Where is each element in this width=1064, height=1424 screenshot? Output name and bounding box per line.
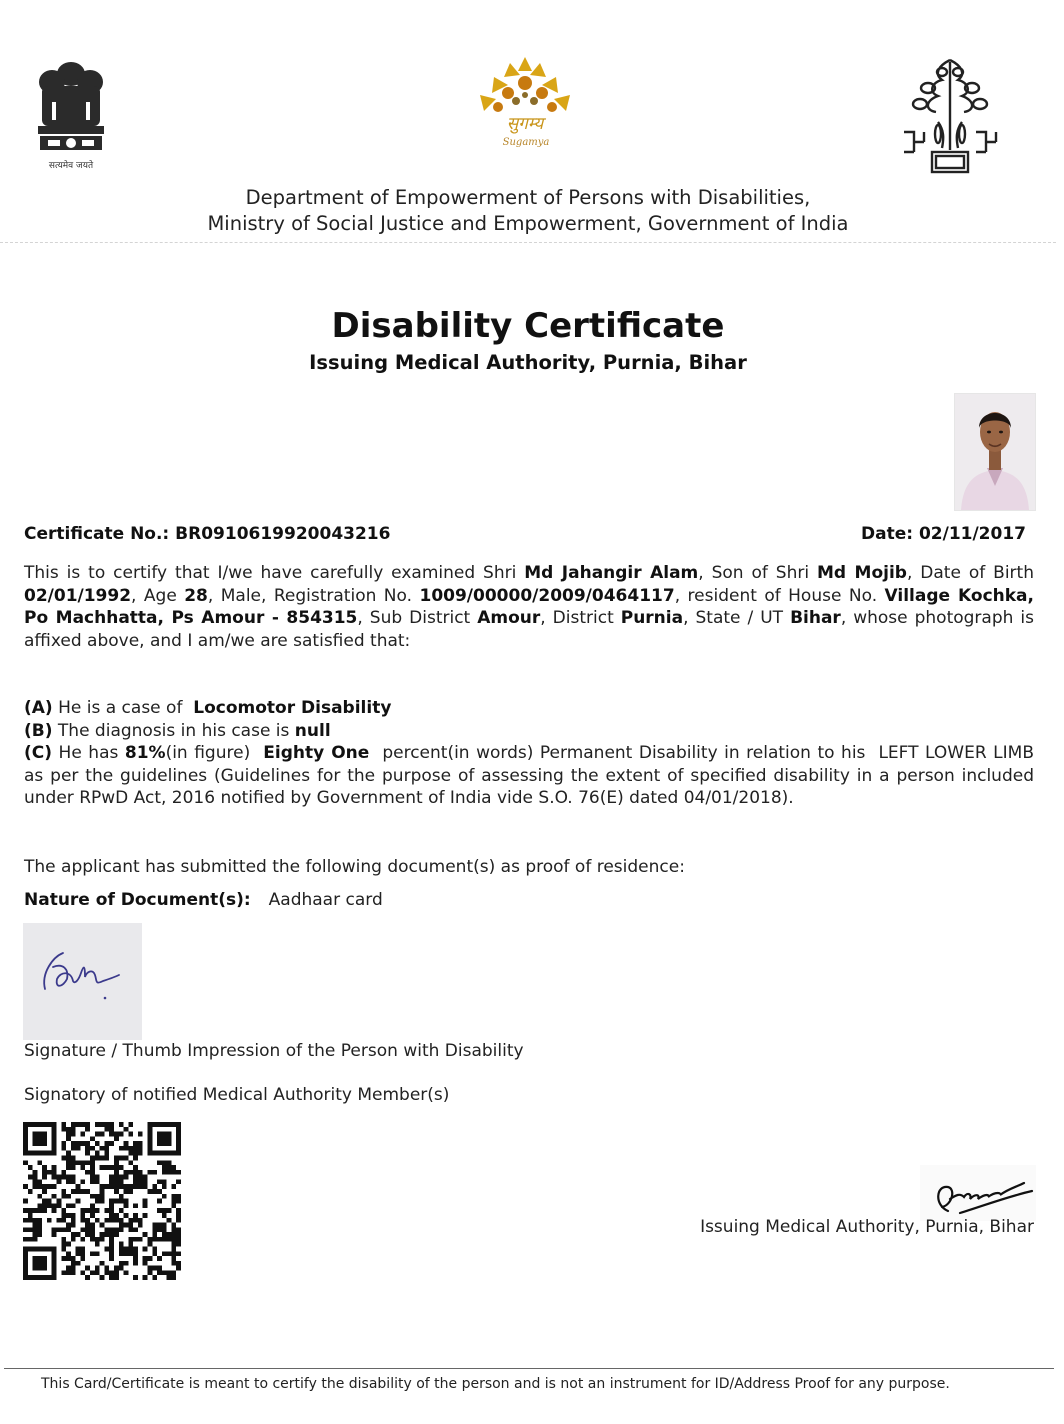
certificate-date <box>861 524 1026 544</box>
age-text: , Age <box>131 585 185 606</box>
footer-divider <box>4 1368 1054 1369</box>
document-row <box>24 890 383 910</box>
certificate-date-label: Date: <box>860 524 914 544</box>
certificate-number <box>24 524 390 544</box>
header-divider <box>0 242 1056 243</box>
document-label: Nature of Document(s): <box>24 890 251 910</box>
subdistrict-text: , Sub District <box>357 608 478 628</box>
bihar-state-logo <box>898 52 1002 178</box>
father-name: Md Mojib <box>817 563 907 583</box>
national-emblem-logo <box>30 52 112 174</box>
sugamya-english: Sugamya <box>502 137 550 148</box>
disability-percent: 81% <box>124 743 166 763</box>
certificate-date-value: 02/11/2017 <box>918 524 1026 544</box>
certificate-number-label: Certificate No.: <box>24 524 170 544</box>
finding-c <box>24 742 1040 810</box>
state: Bihar <box>790 608 841 628</box>
disability-percent-words: Eighty One <box>263 743 370 763</box>
signatory-caption: Signatory of notified Medical Authority Member(s) <box>24 1085 450 1105</box>
age-value: 28 <box>184 585 208 606</box>
house-text: , resident of House No. <box>674 585 885 606</box>
intro-text: This is to certify that I/we have carefully examined Shri <box>24 563 525 583</box>
certificate-title: Disability Certificate <box>331 306 725 346</box>
address: Village Kochka, Po Machhatta, Ps Amour - 854315 <box>24 585 1034 628</box>
signature-caption: Signature / Thumb Impression of the Person with Disability <box>24 1041 524 1061</box>
state-text: , State / UT <box>683 608 791 628</box>
finding-c-label: (C) <box>24 743 53 763</box>
district: Purnia <box>620 608 684 628</box>
sugamya-logo <box>470 55 580 153</box>
finding-a <box>24 697 1034 720</box>
certificate-number-value: BR0910619920043216 <box>175 524 391 544</box>
finding-c-text1: He has <box>52 743 125 763</box>
disability-type: Locomotor Disability <box>193 698 392 718</box>
district-text: , District <box>540 608 621 628</box>
subdistrict: Amour <box>477 608 541 628</box>
finding-b-label: (B) <box>24 720 53 741</box>
date-of-birth: 02/01/1992 <box>24 585 132 606</box>
closing-text: , whose photograph is affixed above, and I am/we are satisfied that: <box>24 608 1034 651</box>
certification-paragraph <box>24 562 1034 652</box>
certificate-subtitle: Issuing Medical Authority, Purnia, Bihar <box>309 351 747 374</box>
finding-c-text3: percent(in words) Permanent Disability in relation to his LEFT LOWER LIMB as per the guidelines (Guidelines for the purpose of assessing the extent of specified disability in a person included under RPwD Act, 2016 notified by Government of India vide S.O. 76(E) dated 04/01/2018). <box>24 743 1040 808</box>
qr-code[interactable] <box>23 1122 181 1280</box>
document-value: Aadhaar card <box>268 890 383 910</box>
son-of-text: , Son of Shri <box>698 563 818 583</box>
sugamya-hindi: सुगम्य <box>506 114 544 134</box>
emblem-motto: सत्यमेव जयते <box>48 161 94 171</box>
findings-section <box>24 697 1040 810</box>
finding-a-label: (A) <box>24 698 53 718</box>
finding-a-text: He is a case of <box>52 698 194 718</box>
person-name: Md Jahangir Alam <box>524 563 699 583</box>
authority-signature-image <box>920 1165 1036 1221</box>
department-line-1: Department of Empowerment of Persons with Disabilities, <box>245 186 811 209</box>
applicant-photo <box>954 393 1036 511</box>
registration-text: , Male, Registration No. <box>207 585 420 606</box>
department-line-2: Ministry of Social Justice and Empowerment, Government of India <box>207 212 849 235</box>
diagnosis-value: null <box>294 720 331 741</box>
finding-c-text2: (in figure) <box>165 743 264 763</box>
dob-text: , Date of Birth <box>906 563 1034 583</box>
person-signature-image <box>23 923 142 1040</box>
registration-number: 1009/00000/2009/0464117 <box>419 585 675 606</box>
footer-note: This Card/Certificate is meant to certify the disability of the person and is not an instrument for ID/Address Proof for any purpose. <box>41 1376 950 1392</box>
finding-b-text: The diagnosis in his case is <box>52 720 295 741</box>
finding-b <box>24 720 1034 743</box>
authority-caption: Issuing Medical Authority, Purnia, Bihar <box>700 1217 1034 1237</box>
residence-proof-text: The applicant has submitted the following document(s) as proof of residence: <box>24 857 685 877</box>
